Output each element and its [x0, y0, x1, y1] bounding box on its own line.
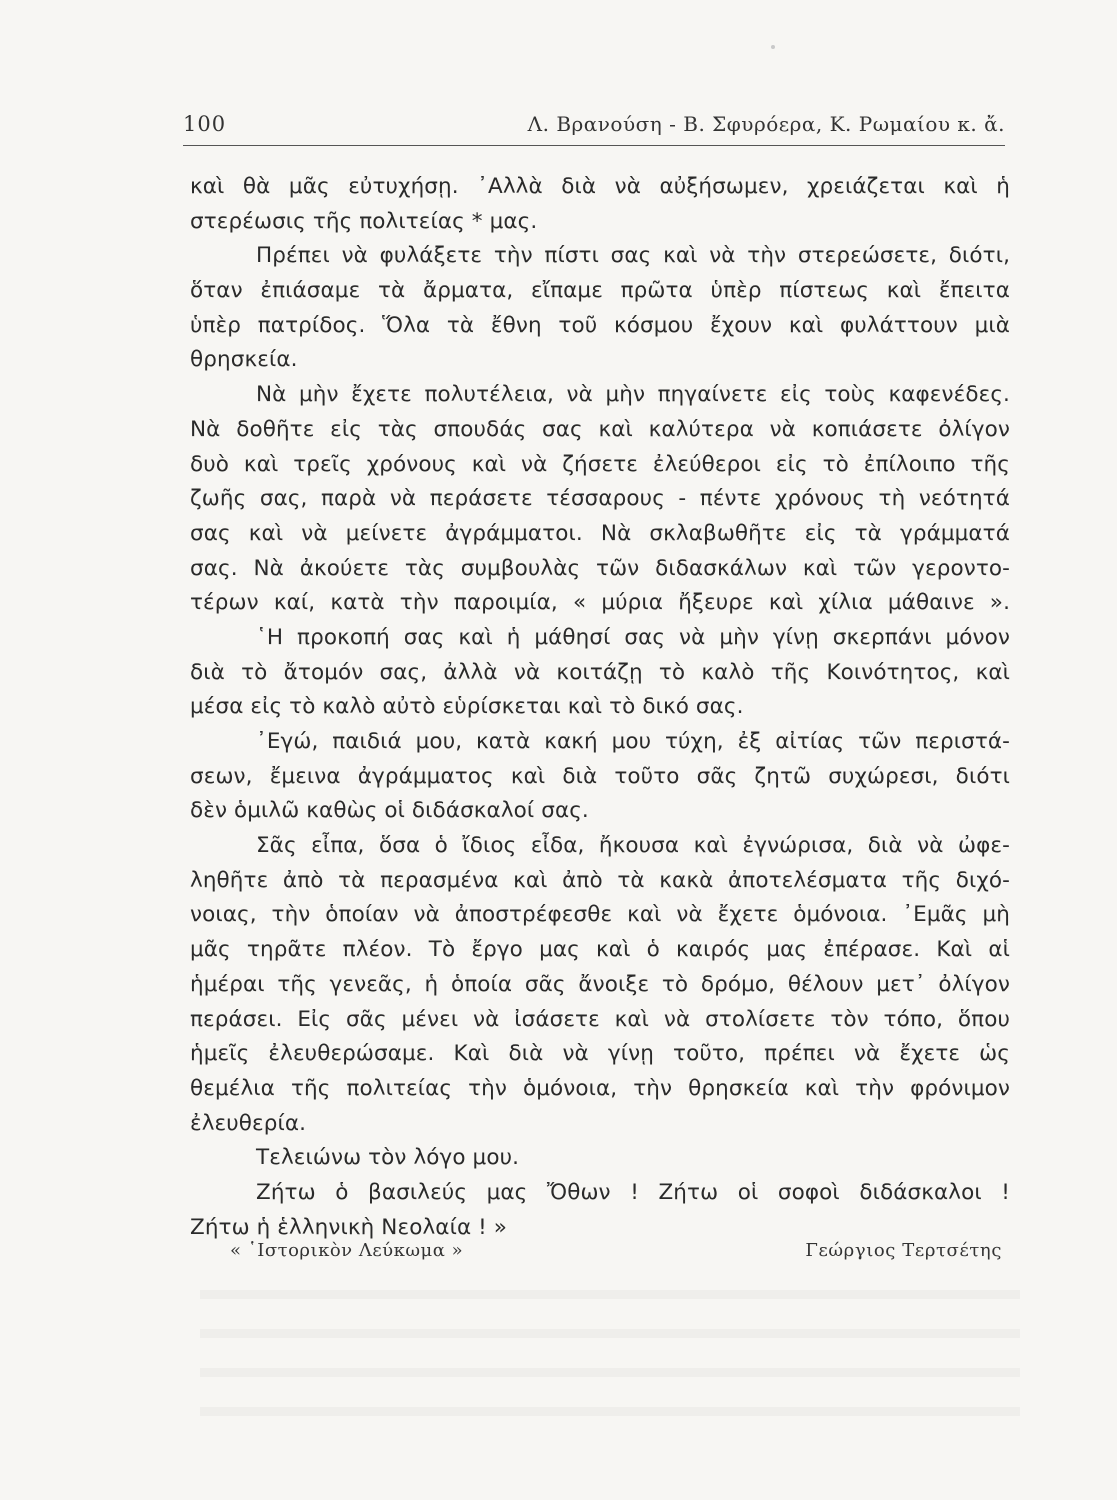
- text-line: θρησκεία.: [190, 347, 298, 373]
- text-line: Τελειώνω τὸν λόγο μου.: [256, 1145, 520, 1171]
- text-line: ὅταν ἐπιάσαμε τὰ ἄρματα, εἴπαμε πρῶτα ὑπὲρ πίστεως καὶ ἔπειτα: [190, 278, 1010, 304]
- text-line: Νὰ μὴν ἔχετε πολυτέλεια, νὰ μὴν πηγαίνετε εἰς τοὺς καφενέδες.: [256, 382, 1010, 408]
- text-line: τέρων καί, κατὰ τὴν παροιμία, « μύρια ἤξευρε καὶ χίλια μάθαινε ».: [190, 590, 1010, 616]
- header-rule: [183, 145, 1005, 146]
- text-line: Νὰ δοθῆτε εἰς τὰς σπουδάς σας καὶ καλύτερα νὰ κοπιάσετε ὀλίγον: [190, 416, 1010, 442]
- running-head-title: Λ. Βρανούση - Β. Σφυρόερα, Κ. Ρωμαίου κ. ἄ.: [527, 112, 1005, 136]
- source-citation: « ῾Ιστορικὸν Λεύκωμα »: [230, 1240, 464, 1261]
- text-line: Σᾶς εἶπα, ὅσα ὁ ἴδιος εἶδα, ἤκουσα καὶ ἐγνώρισα, διὰ νὰ ὠφε-: [256, 833, 1010, 859]
- text-line: σεων, ἔμεινα ἀγράμματος καὶ διὰ τοῦτο σᾶς ζητῶ συχώρεσι, διότι: [190, 763, 1010, 789]
- text-line: μέσα εἰς τὸ καλὸ αὐτὸ εὑρίσκεται καὶ τὸ δικό σας.: [190, 694, 744, 720]
- bleed-through-text: [200, 1290, 1020, 1410]
- text-line: Πρέπει νὰ φυλάξετε τὴν πίστι σας καὶ νὰ τὴν στερεώσετε, διότι,: [256, 243, 1010, 269]
- paper-speck: [771, 45, 775, 49]
- text-line: Ζήτω ἡ ἑλληνικὴ Νεολαία ! »: [190, 1214, 508, 1240]
- text-line: Ζήτω ὁ βασιλεύς μας Ὄθων ! Ζήτω οἱ σοφοὶ διδάσκαλοι !: [256, 1179, 1010, 1205]
- attribution-row: [190, 1240, 1002, 1270]
- text-line: ληθῆτε ἀπὸ τὰ περασμένα καὶ ἀπὸ τὰ κακὰ ἀποτελέσματα τῆς διχό-: [190, 867, 1010, 893]
- bleed-line: [200, 1368, 1020, 1407]
- text-line: περάσει. Εἰς σᾶς μένει νὰ ἰσάσετε καὶ νὰ στολίσετε τὸν τόπο, ὅπου: [190, 1006, 1010, 1032]
- bleed-line: [200, 1290, 1020, 1329]
- bleed-line: [200, 1329, 1020, 1368]
- text-line: ἡμεῖς ἐλευθερώσαμε. Καὶ διὰ νὰ γίνῃ τοῦτο, πρέπει νὰ ἔχετε ὡς: [190, 1041, 1010, 1067]
- page-number: 100: [183, 112, 227, 136]
- text-line: καὶ θὰ μᾶς εὐτυχήσῃ. ᾿Αλλὰ διὰ νὰ αὐξήσωμεν, χρειάζεται καὶ ἡ: [190, 174, 1010, 199]
- text-line: δὲν ὁμιλῶ καθὼς οἱ διδάσκαλοί σας.: [190, 798, 589, 824]
- body-text: [190, 170, 1010, 1245]
- text-line: ζωῆς σας, παρὰ νὰ περάσετε τέσσαρους - πέντε χρόνους τὴ νεότητά: [190, 486, 1010, 512]
- text-line: ἡμέραι τῆς γενεᾶς, ἡ ὁποία σᾶς ἄνοιξε τὸ δρόμο, θέλουν μετ᾿ ὀλίγον: [190, 971, 1010, 997]
- text-line: σας καὶ νὰ μείνετε ἀγράμματοι. Νὰ σκλαβωθῆτε εἰς τὰ γράμματά: [190, 520, 1010, 546]
- bleed-line: [200, 1407, 1020, 1446]
- text-line: νοιας, τὴν ὁποίαν νὰ ἀποστρέφεσθε καὶ νὰ ἔχετε ὁμόνοια. ᾿Εμᾶς μὴ: [190, 902, 1010, 928]
- text-line: μᾶς τηρᾶτε πλέον. Τὸ ἔργο μας καὶ ὁ καιρός μας ἐπέρασε. Καὶ αἱ: [190, 937, 1010, 963]
- text-line: θεμέλια τῆς πολιτείας τὴν ὁμόνοια, τὴν θρησκεία καὶ τὴν φρόνιμον: [190, 1075, 1010, 1101]
- text-line: ῾Η προκοπή σας καὶ ἡ μάθησί σας νὰ μὴν γίνῃ σκερπάνι μόνον: [256, 624, 1010, 650]
- text-line: ἐλευθερία.: [190, 1110, 307, 1136]
- author-signature: Γεώργιος Τερτσέτης: [805, 1240, 1002, 1261]
- text-line: ὑπὲρ πατρίδος. Ὅλα τὰ ἔθνη τοῦ κόσμου ἔχουν καὶ φυλάττουν μιὰ: [190, 312, 1010, 338]
- text-line: διὰ τὸ ἄτομόν σας, ἀλλὰ νὰ κοιτάζῃ τὸ καλὸ τῆς Κοινότητος, καὶ: [190, 659, 1010, 685]
- text-line: ᾿Εγώ, παιδιά μου, κατὰ κακή μου τύχη, ἐξ αἰτίας τῶν περιστά-: [256, 729, 1010, 754]
- text-line: σας. Νὰ ἀκούετε τὰς συμβουλὰς τῶν διδασκάλων καὶ τῶν γεροντο-: [190, 555, 1010, 581]
- text-line: στερέωσις τῆς πολιτείας * μας.: [190, 208, 538, 234]
- text-line: δυὸ καὶ τρεῖς χρόνους καὶ νὰ ζήσετε ἐλεύθεροι εἰς τὸ ἐπίλοιπο τῆς: [190, 451, 1010, 477]
- running-head: [183, 112, 1005, 148]
